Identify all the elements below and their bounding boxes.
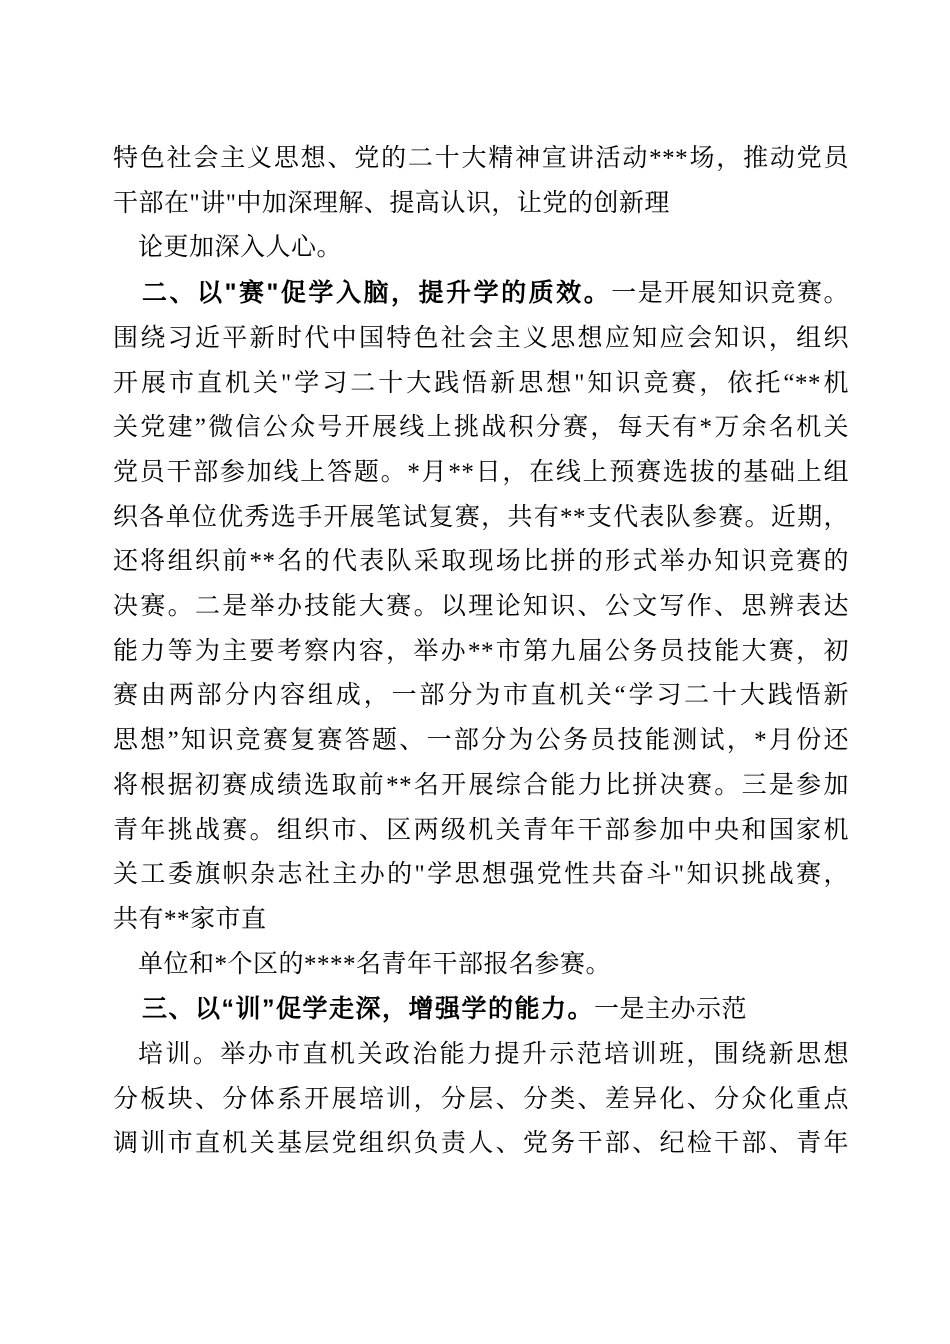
text-line-18 bbox=[113, 898, 849, 943]
text-line-4 bbox=[113, 271, 849, 317]
text-line-23 bbox=[113, 1122, 849, 1167]
body-segment: 围绕习近平新时代中国特色社会主义思想应知应会知识，组织 bbox=[113, 324, 849, 352]
text-line-20 bbox=[113, 987, 849, 1033]
body-segment: 分板块、分体系开展培训，分层、分类、差异化、分众化重点 bbox=[113, 1085, 849, 1113]
text-line-9 bbox=[113, 496, 849, 541]
text-line-17 bbox=[113, 853, 849, 898]
body-segment: 关工委旗帜杂志社主办的"学思想强党性共奋斗"知识挑战赛， bbox=[113, 861, 849, 889]
body-segment: 单位和*个区的****名青年干部报名参赛。 bbox=[138, 950, 612, 978]
text-line-16 bbox=[113, 809, 849, 854]
body-segment: 决赛。二是举办技能大赛。以理论知识、公文写作、思辨表达 bbox=[113, 593, 849, 621]
text-line-10 bbox=[113, 540, 849, 585]
body-segment: 思想”知识竞赛复赛答题、一部分为公务员技能测试，*月份还 bbox=[113, 727, 849, 755]
body-segment: 共有**家市直 bbox=[113, 905, 267, 933]
text-line-21 bbox=[113, 1033, 849, 1078]
body-segment: 青年挑战赛。组织市、区两级机关青年干部参加中央和国家机 bbox=[113, 816, 849, 844]
body-segment: 调训市直机关基层党组织负责人、党务干部、纪检干部、青年 bbox=[113, 1130, 849, 1158]
body-segment: 特色社会主义思想、党的二十大精神宣讲活动***场，推动党员 bbox=[113, 145, 849, 172]
body-segment: 关党建”微信公众号开展线上挑战积分赛，每天有*万余名机关 bbox=[113, 414, 849, 442]
text-line-15 bbox=[113, 764, 849, 809]
text-line-14 bbox=[113, 719, 849, 764]
text-line-19 bbox=[113, 943, 849, 988]
text-line-12 bbox=[113, 630, 849, 675]
body-segment: 论更加深入人心。 bbox=[138, 234, 343, 262]
body-segment: 培训。举办市直机关政治能力提升示范培训班，围绕新思想 bbox=[138, 1041, 849, 1069]
text-line-1 bbox=[113, 137, 849, 182]
heading-segment: 三、以“训”促学走深，增强学的能力。 bbox=[142, 995, 595, 1024]
text-line-11 bbox=[113, 585, 849, 630]
text-line-6 bbox=[113, 362, 849, 407]
body-segment: 将根据初赛成绩选取前**名开展综合能力比拼决赛。三是参加 bbox=[113, 771, 849, 799]
body-segment: 开展市直机关"学习二十大践悟新思想"知识竞赛，依托“**机 bbox=[113, 369, 849, 397]
text-line-2 bbox=[113, 182, 849, 227]
text-line-7 bbox=[113, 406, 849, 451]
text-line-22 bbox=[113, 1078, 849, 1123]
body-segment: 还将组织前**名的代表队采取现场比拼的形式举办知识竞赛的 bbox=[113, 548, 849, 576]
body-segment: 一是开展知识竞赛。 bbox=[611, 280, 849, 308]
text-line-3 bbox=[113, 226, 849, 271]
heading-segment: 二、以"赛"促学入脑，提升学的质效。 bbox=[142, 279, 612, 308]
body-segment: 能力等为主要考察内容，举办**市第九届公务员技能大赛，初 bbox=[113, 637, 849, 665]
body-segment: 党员干部参加线上答题。*月**日，在线上预赛选拔的基础上组 bbox=[113, 458, 849, 486]
text-line-13 bbox=[113, 674, 849, 719]
text-line-8 bbox=[113, 451, 849, 496]
body-segment: 一是主办示范 bbox=[594, 996, 748, 1024]
text-line-5 bbox=[113, 317, 849, 362]
document-text-block bbox=[113, 137, 849, 1167]
body-segment: 织各单位优秀选手开展笔试复赛，共有**支代表队参赛。近期， bbox=[113, 503, 849, 531]
body-segment: 干部在"讲"中加深理解、提高认识，让党的创新理 bbox=[113, 189, 670, 217]
body-segment: 赛由两部分内容组成，一部分为市直机关“学习二十大践悟新 bbox=[113, 682, 849, 710]
